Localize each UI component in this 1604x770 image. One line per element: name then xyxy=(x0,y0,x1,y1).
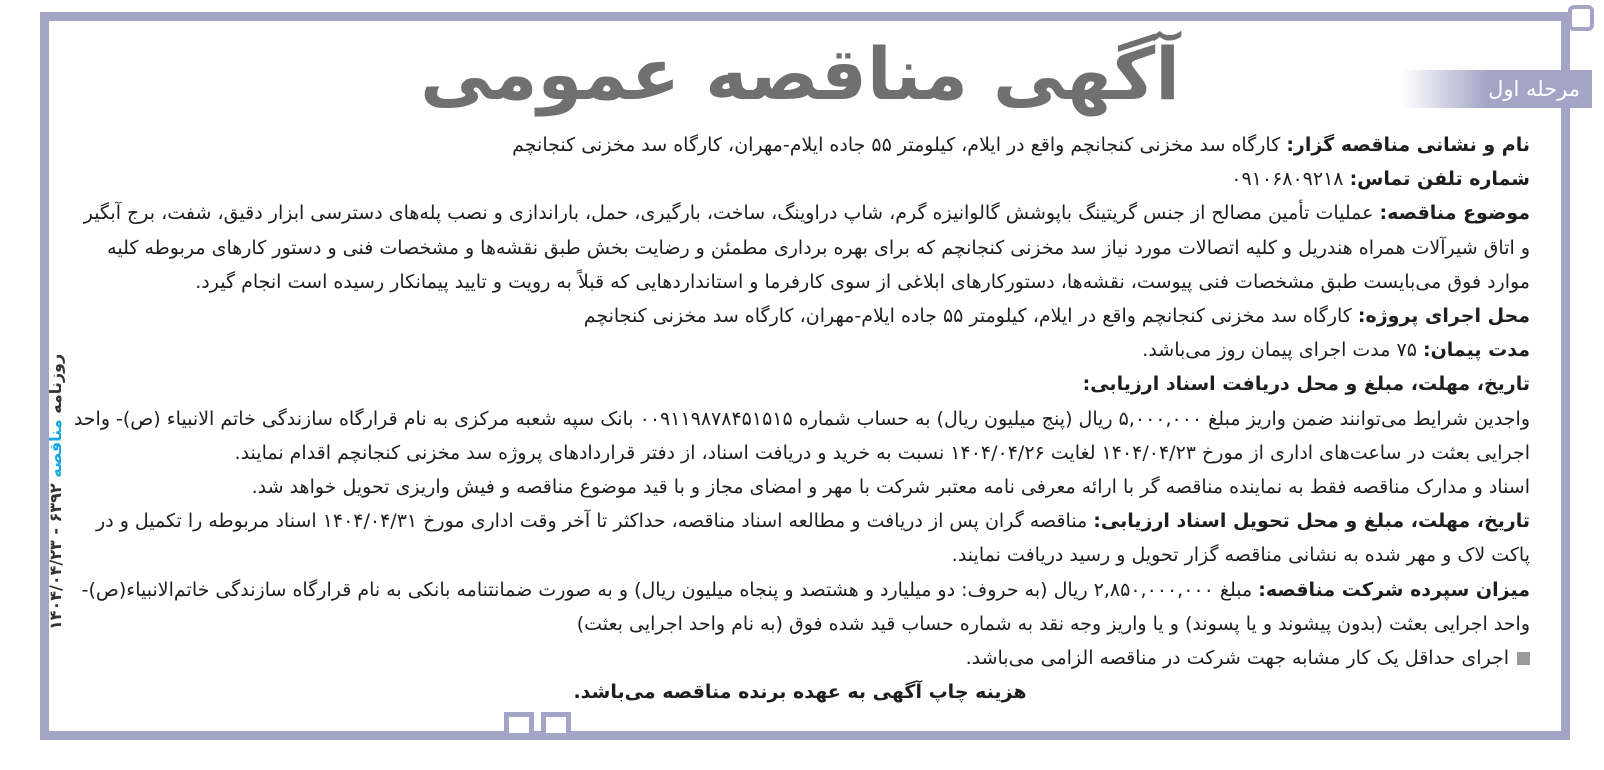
organizer-line xyxy=(70,128,1530,162)
subject-label: موضوع مناقصه: xyxy=(1379,202,1530,225)
location-label: محل اجرای پروژه: xyxy=(1357,305,1530,328)
receive-docs-note: اسناد و مدارک مناقصه فقط به نماینده مناقصه گر با ارائه معرفی نامه معتبر شرکت با مهر و امضای مجاز و با قید موضوع مناقصه و فیش واریزی تحویل خواهد شد. xyxy=(251,476,1530,499)
square-bullet-icon xyxy=(1517,652,1530,665)
duration-text: ۷۵ مدت اجرای پیمان روز می‌باشد. xyxy=(1142,339,1423,362)
receive-docs-heading-line xyxy=(70,367,1530,401)
receive-docs-paragraph: واجدین شرایط می‌توانند ضمن واریز مبلغ ۵,۰۰۰,۰۰۰ ریال (پنج میلیون ریال) به حساب شماره ۰۰۹۱۱۹۸۷۸۴۵۱۵۱۵ بانک سپه شعبه مرکزی به نام قرارگاه سازندگی خاتم الانبیاء (ص)- واحد اجرایی بعثت در ساعت‌های اداری از مورخ ۱۴۰۴/۰۴/۲۳ لغایت ۱۴۰۴/۰۴/۲۶ نسبت به خرید و دریافت اسناد، از دفتر قراردادهای پروژه سد مخزنی کنجانچم اقدام نمایند. xyxy=(73,407,1530,464)
frame-corner-box xyxy=(1568,5,1594,31)
phone-label: شماره تلفن تماس: xyxy=(1349,168,1530,191)
deposit-paragraph xyxy=(70,573,1530,641)
print-cost-note: هزینه چاپ آگهی به عهده برنده مناقصه می‌باشد. xyxy=(573,681,1027,704)
deposit-text: مبلغ ۲,۸۵۰,۰۰۰,۰۰۰ ریال (به حروف: دو میلیارد و هشتصد و پنجاه میلیون ریال) و به صورت ضمانتنامه بانکی به نام قرارگاه سازندگی خاتم‌الانبیاء(ص)-واحد اجرایی بعثت (بدون پیشوند و یا پسوند) و یا واریز وجه نقد به شماره حساب قید شده فوق (به نام واحد اجرایی بعثت) xyxy=(81,578,1530,635)
phone-text: ۰۹۱۰۶۸۰۹۲۱۸ xyxy=(1231,168,1350,191)
newspaper-brand: مناقصه xyxy=(46,419,65,478)
newspaper-stamp xyxy=(46,330,68,630)
subject-text: عملیات تأمین مصالح از جنس گریتینگ باپوشش گالوانیزه گرم، شاپ دراوینگ، ساخت، بارگیری، حمل، باراندازی و نصب پله‌های دسترسی ابزار دقیق، شفت، برج آبگیر و اتاق شیرآلات همراه هندریل و کلیه اتصالات مورد نیاز سد مخزنی کنجانچم که برای بهره برداری مطمئن و رضایت بخش طبق نقشه‌ها و مشخصات فنی و دستور کارهای مربوطه کلیه موارد فوق می‌بایست طبق مشخصات فنی پیوست، نقشه‌ها، دستورکارهای ابلاغی از سوی کارفرما و استانداردهایی که قبلاً به رویت و تایید پیمانکار رسیده است انجام گیرد. xyxy=(83,202,1530,293)
subject-paragraph xyxy=(70,196,1530,299)
stage-badge: مرحله اول xyxy=(1402,70,1592,108)
deposit-label: میزان سپرده شرکت مناقصه: xyxy=(1258,578,1530,601)
location-text: کارگاه سد مخزنی کنجانچم واقع در ایلام، کیلومتر ۵۵ جاده ایلام-مهران، کارگاه سد مخزنی کنجانچم xyxy=(583,305,1358,328)
organizer-label: نام و نشانی مناقصه گزار: xyxy=(1286,134,1530,156)
deliver-docs-label: تاریخ، مهلت، مبلغ و محل تحویل اسناد ارزیابی: xyxy=(1093,510,1530,533)
receive-docs-label: تاریخ، مهلت، مبلغ و محل دریافت اسناد ارزیابی: xyxy=(1082,373,1530,396)
phone-line xyxy=(70,162,1530,196)
requirement-line xyxy=(70,641,1530,675)
duration-line xyxy=(70,333,1530,367)
newspaper-prefix: روزنامه xyxy=(46,353,65,414)
requirement-text: اجرای حداقل یک کار مشابه جهت شرکت در مناقصه الزامی می‌باشد. xyxy=(965,647,1509,670)
notice-body xyxy=(70,128,1530,709)
location-line xyxy=(70,299,1530,333)
duration-label: مدت پیمان: xyxy=(1422,339,1530,362)
newspaper-issue: ۶۳۹۲ - ۱۴۰۴/۰۴/۲۳ xyxy=(46,483,65,630)
notice-title: آگهی مناقصه عمومی xyxy=(420,32,1180,116)
frame-bottom-box-right xyxy=(541,712,571,738)
deliver-docs-text: مناقصه گران پس از دریافت و مطالعه اسناد مناقصه، حداکثر تا آخر وقت اداری مورخ ۱۴۰۴/۰۴/۳۱ اسناد مربوطه را تکمیل و در پاکت لاک و مهر شده به نشانی مناقصه گزار تحویل و رسید دریافت نمایند. xyxy=(96,510,1530,567)
deliver-docs-paragraph xyxy=(70,504,1530,572)
frame-bottom-box-left xyxy=(504,712,534,738)
organizer-text: کارگاه سد مخزنی کنجانچم واقع در ایلام، کیلومتر ۵۵ جاده ایلام-مهران، کارگاه سد مخزنی کنجانچم xyxy=(512,134,1287,156)
